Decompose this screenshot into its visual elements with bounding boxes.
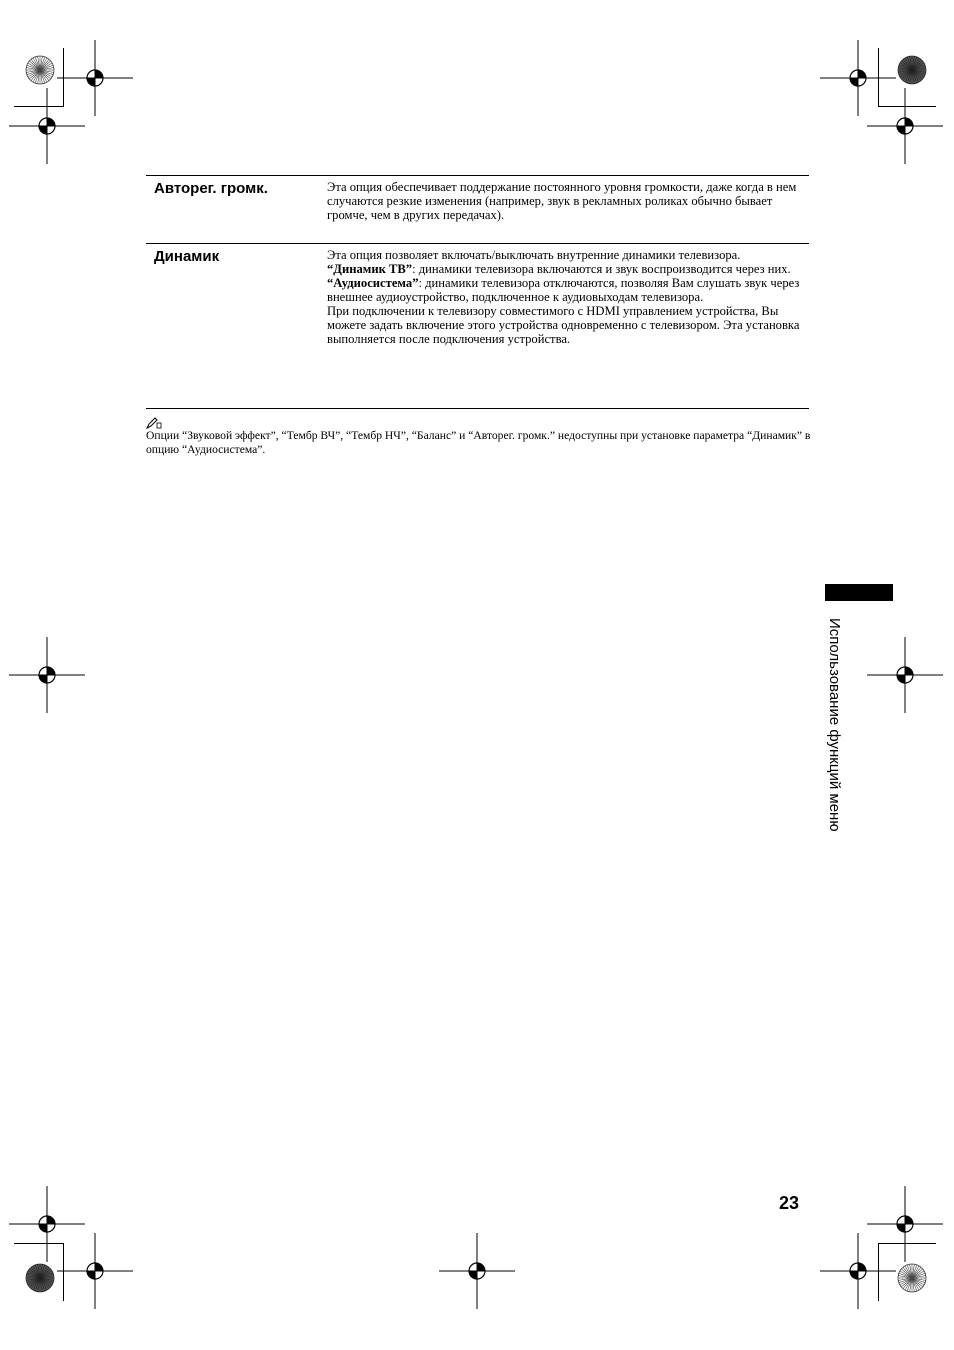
term-speaker: Динамик: [154, 248, 220, 265]
registration-cross-top-left-b: [7, 86, 87, 166]
registration-star-bottom-left: [25, 1263, 55, 1293]
trim-line: [14, 1243, 64, 1244]
registration-cross-bottom-right-b: [865, 1184, 945, 1264]
page-number: 23: [779, 1193, 800, 1213]
registration-cross-top-right-b: [865, 86, 945, 166]
trim-line: [878, 1243, 936, 1244]
trim-line: [63, 1243, 64, 1301]
desc-speaker: [327, 248, 812, 346]
desc-speaker-option-tv: [327, 262, 812, 276]
table-row-rule: [146, 243, 809, 244]
table-bottom-rule: [146, 408, 809, 409]
desc-speaker-option-audio: [327, 276, 812, 304]
registration-star-bottom-right: [897, 1263, 927, 1293]
registration-cross-bottom-left-b: [7, 1184, 87, 1264]
registration-cross-bottom-center: [437, 1231, 517, 1311]
registration-cross-mid-left: [7, 635, 87, 715]
section-title-vertical: Использование функций меню: [826, 618, 843, 832]
registration-star-top-left: [25, 55, 55, 85]
desc-auto-volume-text: Эта опция обеспечивает поддержание постоянного уровня громкости, даже когда в нем случаются резкие изменения (например, звук в рекламных роликах обычно бывает громче, чем в других передачах).: [327, 180, 797, 222]
registration-star-top-right: [897, 55, 927, 85]
trim-line: [878, 1243, 879, 1301]
trim-line: [878, 106, 936, 107]
note-text: Опции “Звуковой эффект”, “Тембр ВЧ”, “Тембр НЧ”, “Баланс” и “Авторег. громк.” недоступны при установке параметра “Динамик” в опцию “Аудиосистема”.: [146, 429, 811, 456]
section-tab-bar: [825, 584, 893, 601]
trim-line: [14, 106, 64, 107]
option-audio-text: : динамики телевизора отключаются, позволяя Вам слушать звук через внешнее аудиоустройство, подключенное к аудиовыходам телевизора.: [327, 276, 800, 304]
desc-speaker-outro: При подключении к телевизору совместимого с HDMI управлением устройства, Вы можете задать включение этого устройства одновременно с телевизором. Эта установка выполняется после подключения устройства.: [327, 304, 800, 346]
option-tv-label: “Динамик ТВ”: [327, 262, 413, 276]
option-tv-text: : динамики телевизора включаются и звук воспроизводится через них.: [412, 262, 791, 276]
registration-cross-mid-right: [865, 635, 945, 715]
term-auto-volume: Авторег. громк.: [154, 180, 268, 197]
option-audio-label: “Аудиосистема”: [327, 276, 419, 290]
trim-line: [63, 48, 64, 106]
table-top-rule: [146, 175, 809, 176]
desc-auto-volume: [327, 180, 812, 222]
trim-line: [878, 48, 879, 106]
desc-speaker-intro: Эта опция позволяет включать/выключать внутренние динамики телевизора.: [327, 248, 741, 262]
